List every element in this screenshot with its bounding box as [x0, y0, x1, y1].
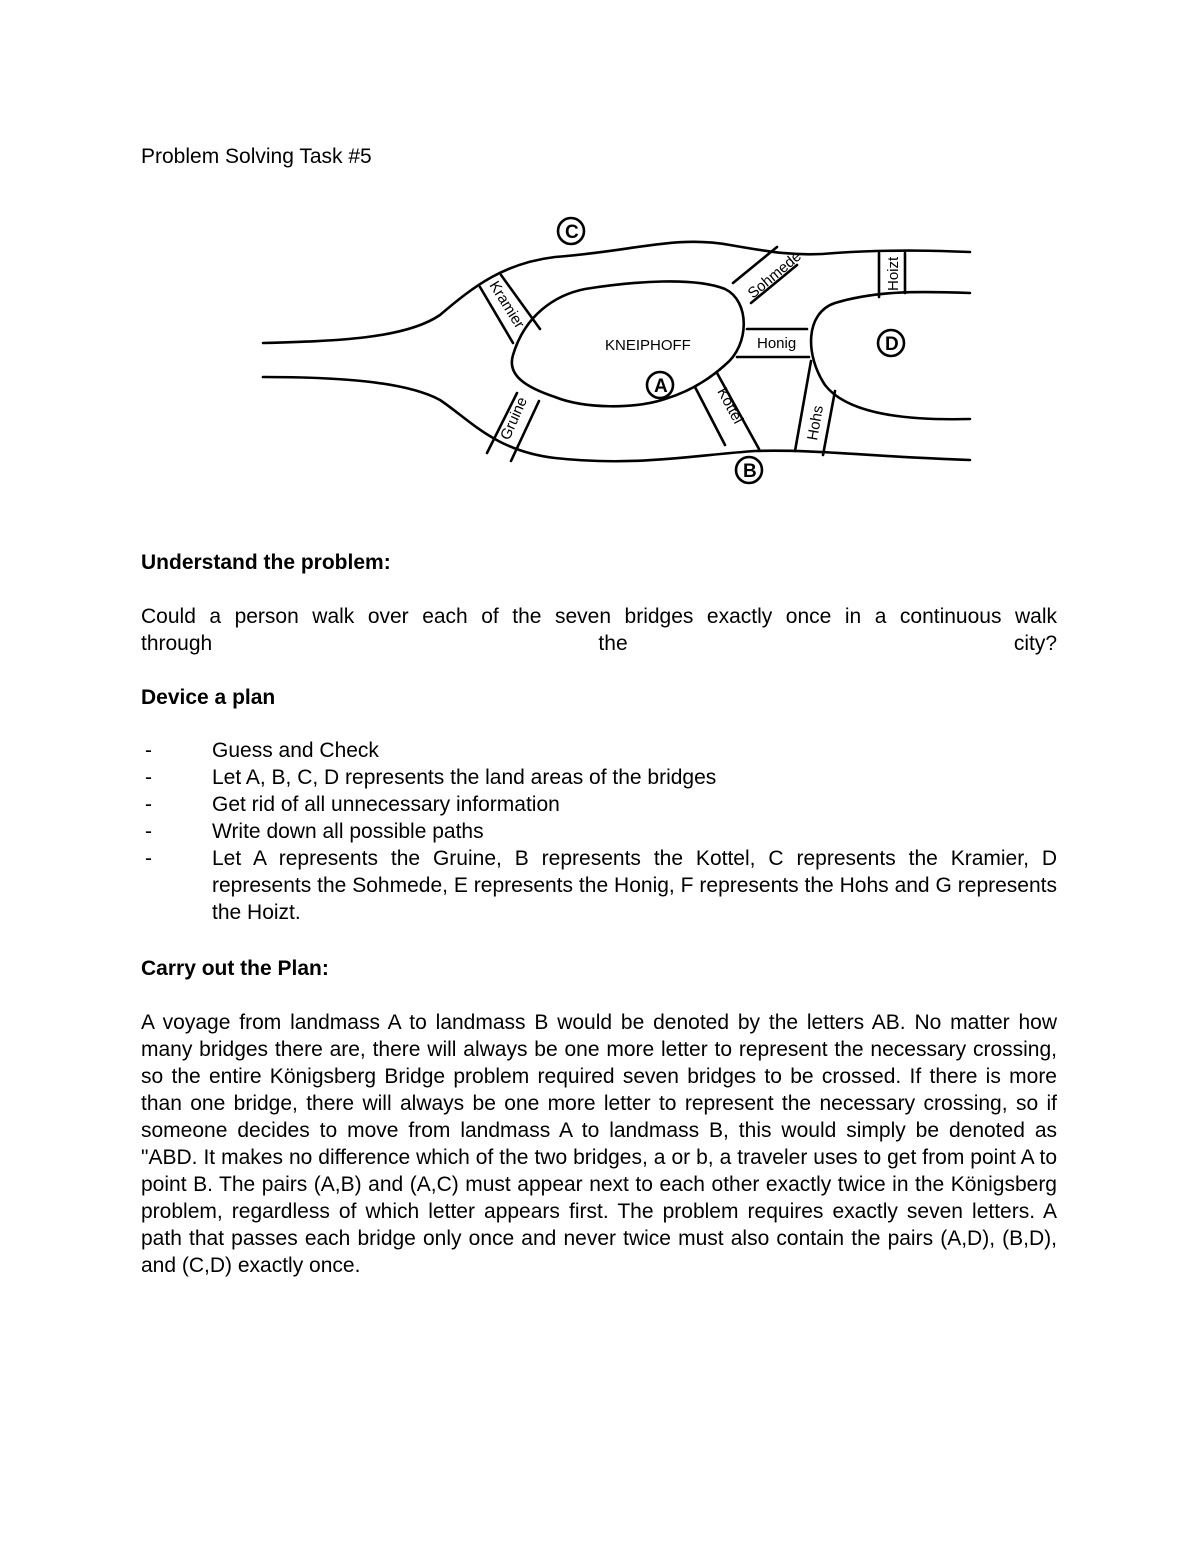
landmass-b-label: B: [743, 461, 757, 482]
bullet-dash: -: [145, 766, 152, 789]
understand-heading: Understand the problem:: [141, 551, 391, 574]
konigsberg-bridges-figure: [255, 205, 980, 495]
island-label: KNEIPHOFF: [605, 337, 691, 354]
bullet-dash: -: [145, 793, 152, 816]
list-item-text: Let A represents the Gruine, B represents the Kottel, C represents the Kramier, D represents the Sohmede, E represents the Honig, F represents the Hohs and G represents the Hoizt.: [212, 847, 1057, 924]
list-item-text: Get rid of all unnecessary information: [212, 793, 560, 816]
list-item-text: Let A, B, C, D represents the land areas of the bridges: [212, 766, 717, 789]
landmass-d-label: D: [885, 334, 899, 355]
carry-out-heading: Carry out the Plan:: [141, 957, 329, 980]
list-item-text: Guess and Check: [212, 739, 379, 762]
list-item: [141, 764, 1057, 791]
list-item: [141, 818, 1057, 845]
hohs-label: Hohs: [804, 404, 828, 442]
list-item-text: Write down all possible paths: [212, 820, 484, 843]
understand-question-line-1: Could a person walk over each of the seven bridges exactly once in a continuous walk: [141, 605, 1057, 628]
kramier-label: Kramier: [485, 278, 528, 332]
understand-question-line-2: through the city?: [141, 632, 1057, 655]
landmass-c-label: C: [565, 222, 579, 243]
bridges-map-drawing: [255, 205, 980, 495]
bullet-dash: -: [145, 847, 152, 870]
hoizt-label: Hoizt: [885, 256, 902, 291]
gruine-label: Gruine: [497, 394, 531, 443]
sohmede-label: Sohmede: [744, 247, 805, 303]
list-item: [141, 791, 1057, 818]
kottel-label: Kottel: [713, 384, 747, 427]
landmass-a-label: A: [654, 376, 668, 397]
honig-label: Honig: [757, 335, 797, 352]
plan-list: [141, 737, 1057, 926]
south-bank: [263, 377, 970, 461]
page-title: Problem Solving Task #5: [141, 145, 372, 168]
bullet-dash: -: [145, 820, 152, 843]
plan-heading: Device a plan: [141, 686, 276, 709]
north-bank: [263, 242, 970, 343]
list-item: [141, 845, 1057, 926]
bullet-dash: -: [145, 739, 152, 762]
carry-out-paragraph: A voyage from landmass A to landmass B would be denoted by the letters AB. No matter how many bridges there are, there will always be one more letter to represent the necessary crossing, so the entire Königsberg Bridge problem required seven bridges to be crossed. If there is more than one bridge, there will always be one more letter to represent the necessary crossing, so if someone decides to move from landmass A to landmass B, this would simply be denoted as "ABD. It makes no difference which of the two bridges, a or b, a traveler uses to get from point A to point B. The pairs (A,B) and (A,C) must appear next to each other exactly twice in the Königsberg problem, regardless of which letter appears first. The problem requires exactly seven letters. A path that passes each bridge only once and never twice must also contain the pairs (A,D), (B,D), and (C,D) exactly once.: [141, 1011, 1057, 1277]
list-item: [141, 737, 1057, 764]
